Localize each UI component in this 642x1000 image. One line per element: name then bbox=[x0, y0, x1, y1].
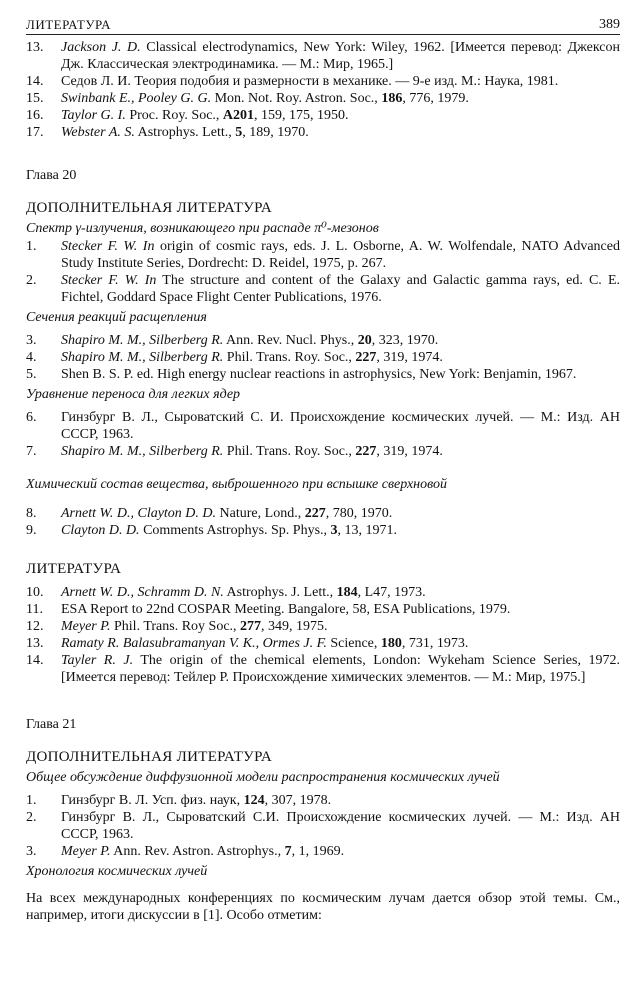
reference-item: 3. Shapiro M. M., Silberberg R. Ann. Rev. Nucl. Phys., 20, 323, 1970. bbox=[26, 333, 439, 348]
reference-item: 7. Shapiro M. M., Silberberg R. Phil. Trans. Roy. Soc., 227, 319, 1974. bbox=[26, 444, 443, 459]
section-heading: ДОПОЛНИТЕЛЬНАЯ ЛИТЕРАТУРА bbox=[26, 200, 272, 216]
reference-item: 10. Arnett W. D., Schramm D. N. Astrophys. J. Lett., 184, L47, 1973. bbox=[26, 585, 426, 600]
section-heading: ЛИТЕРАТУРА bbox=[26, 561, 122, 577]
reference-item: 1. Stecker F. W. In origin of cosmic rays, eds. J. L. Osborne, A. W. Wolfendale, NATO Advanced Study Institute Series, Dordrecht: D. Reidel, 1975, p. 267. bbox=[26, 239, 620, 271]
reference-item: 4. Shapiro M. M., Silberberg R. Phil. Trans. Roy. Soc., 227, 319, 1974. bbox=[26, 350, 443, 365]
reference-item: 13. Ramaty R. Balasubramanyan V. K., Ormes J. F. Science, 180, 731, 1973. bbox=[26, 636, 469, 651]
subsection-heading: Сечения реакций расщепления bbox=[26, 310, 207, 325]
subsection-heading: Химический состав вещества, выброшенного при вспышке сверхновой bbox=[26, 477, 448, 492]
reference-item: 5. Shen B. S. P. ed. High energy nuclear reactions in astrophysics, New York: Benjamin, 1967. bbox=[26, 367, 577, 382]
reference-item: 1. Гинзбург В. Л. Усп. физ. наук, 124, 307, 1978. bbox=[26, 793, 332, 808]
subsection-heading: Хронология космических лучей bbox=[26, 864, 208, 879]
page-number: 389 bbox=[599, 17, 620, 32]
running-header bbox=[26, 16, 620, 35]
chapter-heading: Глава 21 bbox=[26, 717, 77, 732]
running-title: ЛИТЕРАТУРА bbox=[26, 17, 111, 32]
section-heading: ДОПОЛНИТЕЛЬНАЯ ЛИТЕРАТУРА bbox=[26, 749, 272, 765]
reference-item: 9. Clayton D. D. Comments Astrophys. Sp. Phys., 3, 13, 1971. bbox=[26, 523, 398, 538]
subsection-heading: Уравнение переноса для легких ядер bbox=[26, 387, 241, 402]
reference-item: 6. Гинзбург В. Л., Сыроватский С. И. Происхождение космических лучей. — М.: Изд. АН СССР, 1963. bbox=[26, 410, 620, 442]
chapter-heading: Глава 20 bbox=[26, 168, 77, 183]
reference-item: 8. Arnett W. D., Clayton D. D. Nature, Lond., 227, 780, 1970. bbox=[26, 506, 393, 521]
reference-item: 14. Седов Л. И. Теория подобия и размерности в механике. — 9-е изд. М.: Наука, 1981. bbox=[26, 74, 559, 89]
subsection-heading: Спектр γ-излучения, возникающего при распаде π⁰-мезонов bbox=[26, 221, 379, 236]
reference-item: 2. Stecker F. W. In The structure and content of the Galaxy and Galactic gamma rays, ed. C. E. Fichtel, Goddard Space Flight Center Publications, 1976. bbox=[26, 273, 621, 305]
reference-item: 16. Taylor G. I. Proc. Roy. Soc., A201, 159, 175, 1950. bbox=[26, 108, 349, 123]
reference-item: 15. Swinbank E., Pooley G. G. Mon. Not. Roy. Astron. Soc., 186, 776, 1979. bbox=[26, 91, 469, 106]
subsection-heading: Общее обсуждение диффузионной модели распространения космических лучей bbox=[26, 770, 500, 785]
reference-item: 11. ESA Report to 22nd COSPAR Meeting. Bangalore, 58, ESA Publications, 1979. bbox=[26, 602, 511, 617]
body-paragraph: На всех международных конференциях по космическим лучам дается обзор этой темы. См., например, итоги дискуссии в [1]. Особо отметим: bbox=[26, 891, 620, 923]
reference-item: 17. Webster A. S. Astrophys. Lett., 5, 189, 1970. bbox=[26, 125, 309, 140]
reference-item: 2. Гинзбург В. Л., Сыроватский С.И. Происхождение космических лучей. — М.: Изд. АН СССР, 1963. bbox=[26, 810, 620, 842]
reference-item: 3. Meyer P. Ann. Rev. Astron. Astrophys., 7, 1, 1969. bbox=[26, 844, 345, 859]
reference-item: 12. Meyer P. Phil. Trans. Roy Soc., 277, 349, 1975. bbox=[26, 619, 328, 634]
reference-item: 13. Jackson J. D. Classical electrodynamics, New York: Wiley, 1962. [Имеется перевод: Джексон Дж. Классическая электродинамика. — М.: Мир, 1965.] bbox=[26, 40, 620, 72]
reference-item: 14. Tayler R. J. The origin of the chemical elements, London: Wykeham Science Series, 1972. [Имеется перевод: Тейлер Р. Происхождение химических элементов. — М.: Мир, 1975.] bbox=[26, 653, 620, 685]
